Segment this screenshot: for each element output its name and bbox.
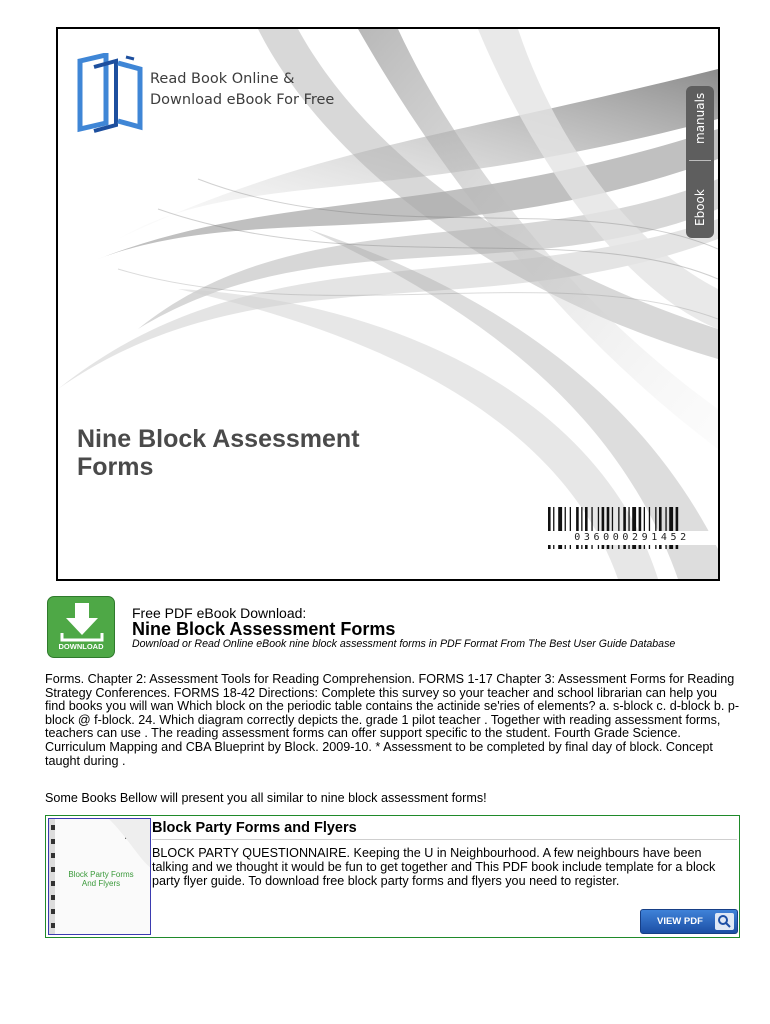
ebook-manuals-tab — [686, 86, 714, 238]
related-book-title[interactable]: Block Party Forms and Flyers — [152, 820, 357, 836]
free-download-label: Free PDF eBook Download: — [132, 605, 307, 621]
logo-line-1: Read Book Online & — [150, 71, 295, 87]
similar-books-intro: Some Books Bellow will present you all similar to nine block assessment forms! — [45, 791, 487, 805]
barcode-number: 036000291452 — [548, 531, 716, 545]
card-divider — [152, 839, 737, 840]
swirl-graphic — [58, 29, 718, 579]
view-pdf-label: VIEW PDF — [657, 916, 703, 927]
description-paragraph: Forms. Chapter 2: Assessment Tools for Reading Comprehension. FORMS 1-17 Chapter 3: Assessment Forms for Reading Strategy Conferences. FORMS 18-42 Directions: Complete this survey so your teacher and school librarian can help you find books you will wan Which block on the periodic table contains the actinide se'ries of elements? a. s-block c. d-block b. p-block @ f-block. 24. Which diagram correctly depicts the. grade 1 pilot teacher . Together with reading assessment forms, teachers can use . The reading assessment forms can offer support specific to the student. Fourth Grade Science. Curriculum Mapping and CBA Blueprint by Block. 2009-10. * Assessment to be completed by final day of block. Concept taught during . — [45, 672, 740, 768]
cover-title-line-1: Nine Block Assessment — [77, 425, 360, 453]
book-cover — [56, 27, 720, 581]
cover-title — [77, 425, 360, 481]
page-subtitle: Download or Read Online eBook nine block assessment forms in PDF Format From The Best User Guide Database — [132, 638, 676, 650]
view-pdf-button[interactable] — [640, 909, 738, 934]
related-book-thumbnail[interactable] — [48, 818, 151, 935]
page-title: Nine Block Assessment Forms — [132, 619, 396, 639]
download-icon-label: DOWNLOAD — [58, 642, 104, 651]
download-icon[interactable] — [47, 596, 115, 658]
cover-title-line-2: Forms — [77, 453, 154, 481]
magnifier-icon — [715, 913, 734, 930]
related-book-card — [45, 815, 740, 938]
book-logo-icon — [76, 53, 146, 133]
side-tab-manuals: manuals — [693, 92, 707, 144]
logo-line-2: Download eBook For Free — [150, 92, 335, 108]
thumbnail-title: Block Party Forms And Flyers — [68, 870, 134, 888]
side-tab-divider — [689, 160, 711, 161]
logo-text — [150, 69, 334, 111]
side-tab-ebook: Ebook — [693, 189, 707, 226]
download-arrow-icon — [48, 597, 116, 647]
related-book-description: BLOCK PARTY QUESTIONNAIRE. Keeping the U in Neighbourhood. A few neighbours have been talking and we thought it would be fun to get together and This PDF book include template for a block party flyer guide. To download free block party forms and flyers you need to register. — [152, 846, 716, 889]
